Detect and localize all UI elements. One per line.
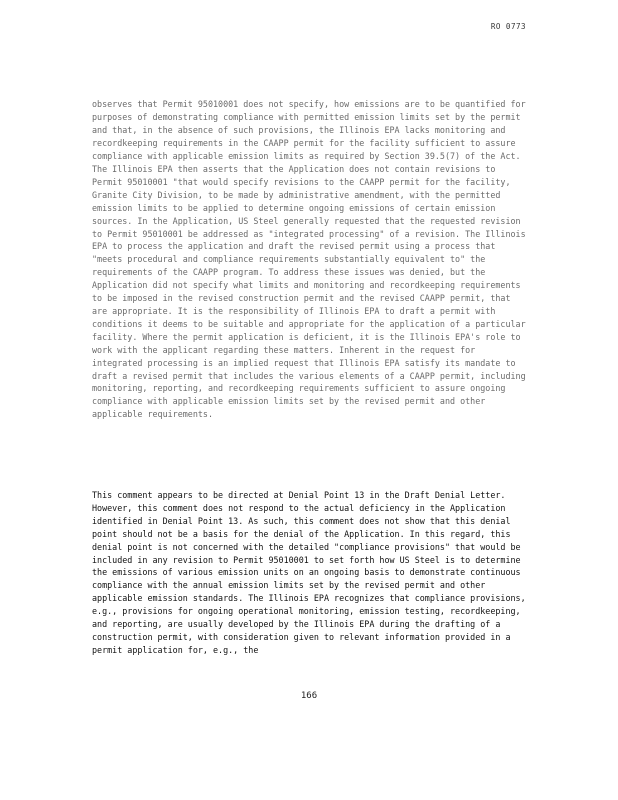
body-paragraph-2: The Illinois EPA then asserts that the Application does not contain revisions to Permit 95010001 "that would specify revisions to the CAAPP permit for the facility, Granite City Division, to be made by administrative amendment, with the permitted emission limits to be applied to determine ongoing emissions of certain emission sources. In the Application, US Steel generally requested that the requested revision to Permit 95010001 be addressed as "integrated processing" of a revision. The Illinois EPA to process the application and draft the revised permit using a process that "meets procedural and compliance requirements substantially equivalent to" the requirements of the CAAPP program. To address these issues was denied, but the Application did not specify what limits and monitoring and recordkeeping requirements to be imposed in the revised construction permit and the revised CAAPP permit, that are appropriate. It is the responsibility of Illinois EPA to draft a permit with conditions it deems to be suitable and appropriate for the application of a particular facility. Where the permit application is deficient, it is the Illinois EPA's role to work with the applicant regarding these matters. Inherent in the request for integrated processing is an implied request that Illinois EPA satisfy its mandate to draft a revised permit that includes the various elements of a CAAPP permit, including monitoring, reporting, and recordkeeping requirements sufficient to assure ongoing compliance with applicable emission limits set by the revised permit and other applicable requirements. bbox=[92, 164, 531, 420]
page-number: 166 bbox=[300, 691, 318, 701]
body-paragraph-1: observes that Permit 95010001 does not specify, how emissions are to be quantified for purposes of demonstrating compliance with permitted emission limits set by the permit and that, in the absence of such provisions, the Illinois EPA lacks monitoring and recordkeeping requirements in the CAAPP permit for the facility sufficient to assure compliance with applicable emission limits as required by Section 39.5(7) of the Act. bbox=[92, 99, 531, 161]
document-reference-number: RO 0773 bbox=[490, 22, 526, 31]
body-paragraph-3: This comment appears to be directed at Denial Point 13 in the Draft Denial Letter. However, this comment does not respond to the actual deficiency in the Application identified in Denial Point 13. As such, this comment does not show that this denial point should not be a basis for the denial of the Application. In this regard, this denial point is not concerned with the detailed "compliance provisions" that would be included in any revision to Permit 95010001 to set forth how US Steel is to determine the emissions of various emission units on an ongoing basis to demonstrate continuous compliance with the annual emission limits set by the revised permit and other applicable emission standards. The Illinois EPA recognizes that compliance provisions, e.g., provisions for ongoing operational monitoring, emission testing, recordkeeping, and reporting, are usually developed by the Illinois EPA during the drafting of a construction permit, with consideration given to relevant information provided in a permit application for, e.g., the bbox=[92, 490, 531, 655]
